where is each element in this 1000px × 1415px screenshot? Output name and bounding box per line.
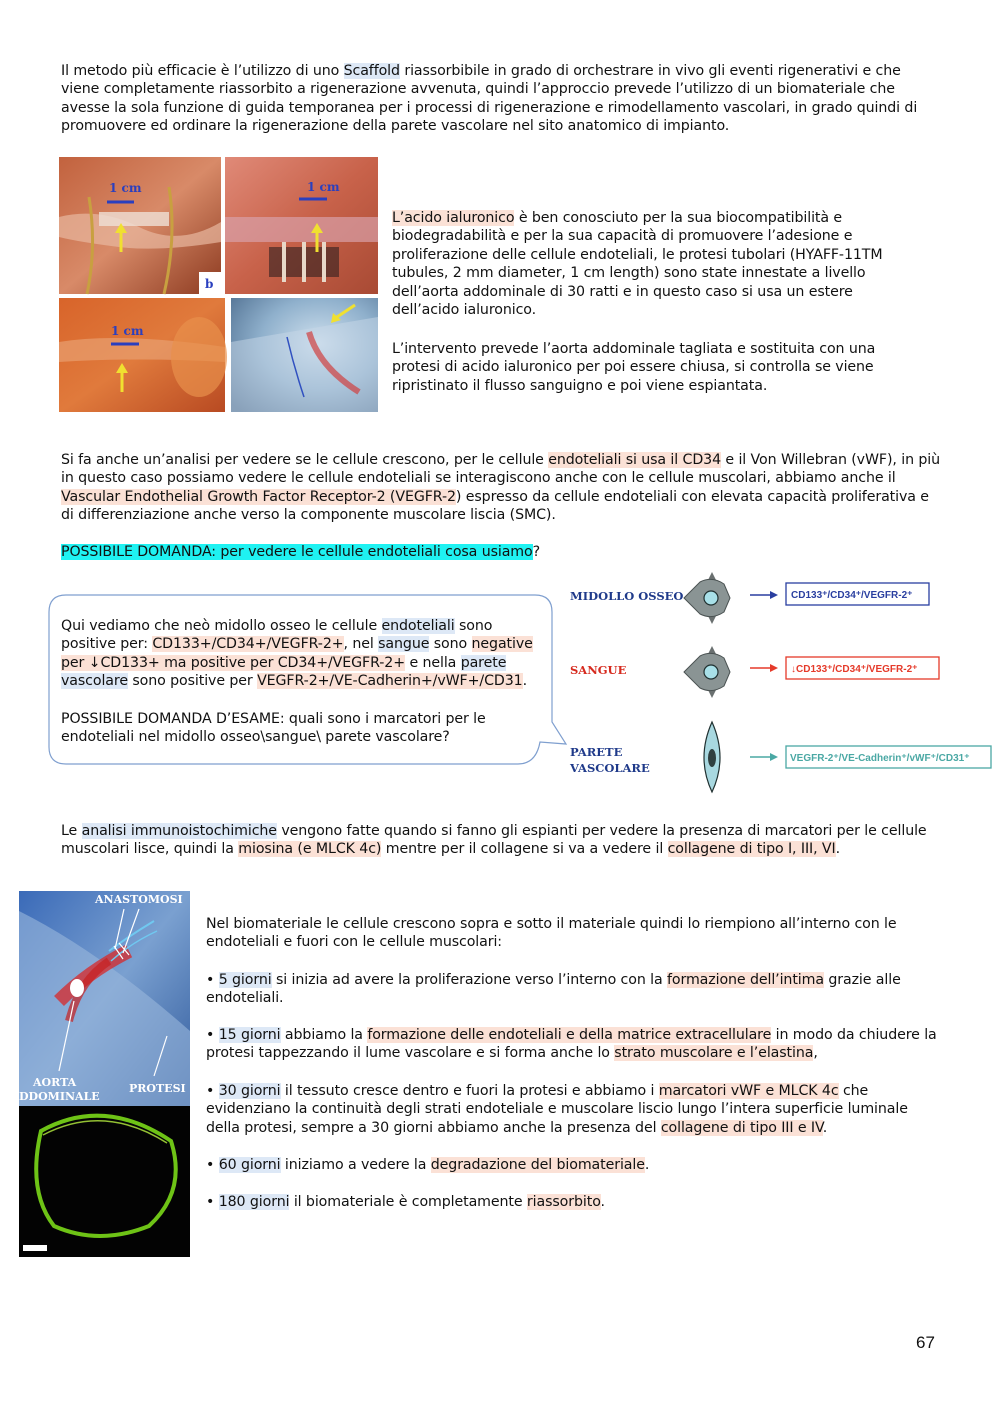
text-run: Qui vediamo che neò midollo osseo le cellule [61, 618, 382, 634]
text-run: sono positive per [127, 673, 258, 690]
intro-paragraph [61, 62, 941, 136]
possible-question-1 [61, 543, 661, 561]
highlighted-text: endoteliali [381, 618, 455, 634]
highlighted-text: parete vascolare [61, 654, 507, 690]
arrowhead-parete [770, 753, 778, 761]
highlighted-text: VEGFR-2+/VE-Cadherin+/vWF+/CD31 [257, 673, 523, 690]
text-run: è ben conosciuto per la sua biocompatibilità e biodegradabilità e per la sua capacità di promuovere l’adesione e proliferazione delle cellule endoteliali, le protesi tubolari (HYAFF-11TM tubules, 2 mm diameter, 1 cm length) sono state innestate a livello dell’aorta addominale di 30 ratti e in questo caso si usa un estere dell’acido ialuronico. [392, 210, 883, 319]
immunohistochemistry-paragraph [61, 822, 941, 859]
text-run: Il metodo più efficacie è l’utilizzo di uno [61, 63, 344, 79]
text-run: • [206, 1027, 219, 1043]
scale-label-c: 1 cm [111, 324, 144, 338]
page-number: 67 [916, 1333, 935, 1352]
bullet-60-days [206, 1156, 936, 1174]
text-run: ) espresso da cellule endoteliali con elevata capacità proliferativa e di differenziazione anche verso la componente muscolare liscia (SMC). [61, 488, 929, 524]
highlighted-text: degradazione del biomateriale [430, 1157, 645, 1173]
text-run: • [206, 1083, 219, 1099]
aorta-label-2: DDOMINALE [19, 1090, 100, 1103]
highlighted-text: sangue [378, 636, 430, 653]
text-run: ? [532, 544, 541, 560]
text-run: POSSIBILE DOMANDA D’ESAME: quali sono i marcatori per le endoteliali nel midollo osseo\sangue\ parete vascolare? [61, 711, 486, 746]
text-run: . [835, 841, 841, 858]
text-run: che evidenziano la continuità degli strati endoteliale e muscolare liscio lungo l’intera superficie luminale della protesi, sempre a 30 giorni abbiamo anche la presenza del [206, 1083, 908, 1136]
highlighted-text: riassorbito [526, 1194, 601, 1210]
biomaterial-paragraph [206, 915, 936, 952]
text-run: , nel [343, 636, 379, 653]
highlighted-text: 60 giorni [218, 1157, 281, 1173]
panel-letter-b: b [205, 277, 214, 291]
highlighted-text: 5 giorni [218, 972, 272, 988]
highlighted-text: L’acido ialuronico [392, 210, 515, 226]
arrowhead-sangue [770, 664, 778, 672]
surgery-photo-collage [59, 157, 378, 412]
marker-diagram [560, 570, 995, 795]
highlighted-text: endoteliali si usa il CD34 [548, 452, 722, 468]
text-run: L’intervento prevede l’aorta addominale tagliata e sostituita con una protesi di acido ialuronico per poi essere chiusa, si controlla se viene ripristinato il flusso sanguigno e poi viene espiantata. [392, 341, 876, 394]
bullet-15-days [206, 1026, 941, 1063]
marker-text-parete: VEGFR-2⁺/VE-Cadherin⁺/vWF⁺/CD31⁺ [790, 753, 970, 764]
anastomosi-label: ANASTOMOSI [95, 893, 183, 906]
highlighted-text: collagene di tipo I, III, VI [667, 841, 836, 858]
text-run: iniziamo a vedere la [280, 1157, 431, 1173]
text-run: mentre per il collagene si va a vedere il [381, 841, 668, 858]
highlighted-text: Vascular Endothelial Growth Factor Receptor-2 (VEGFR-2 [61, 488, 456, 505]
protesi-label: PROTESI [129, 1082, 186, 1095]
text-run: . [644, 1157, 650, 1173]
marker-text-midollo: CD133⁺/CD34⁺/VEGFR-2⁺ [791, 590, 913, 601]
text-run: Si fa anche un’analisi per vedere se le cellule crescono, per le cellule [61, 452, 549, 468]
aorta-label-1: AORTA [33, 1076, 77, 1089]
text-run: , [813, 1045, 818, 1062]
explant-photo [19, 891, 190, 1257]
scale-label-b: 1 cm [307, 180, 340, 194]
text-run: Nel biomateriale le cellule crescono sopra e sotto il materiale quindi lo riempiono all’interno con le endoteliali e fuori con le cellule muscolari: [206, 916, 897, 951]
bubble-markers-paragraph [61, 617, 546, 691]
highlighted-text: analisi immunoistochimiche [81, 823, 277, 839]
blood-cell-icon [684, 646, 730, 698]
highlighted-text: miosina (e MLCK 4c) [238, 841, 382, 858]
marker-text-sangue: ↓CD133⁺/CD34⁺/VEGFR-2⁺ [791, 664, 918, 675]
highlighted-text: 30 giorni [218, 1083, 281, 1099]
highlighted-text: strato muscolare e l’elastina [614, 1045, 814, 1062]
bullet-30-days [206, 1082, 941, 1137]
text-run: Le [61, 823, 82, 839]
highlighted-text: formazione dell’intima [666, 972, 824, 988]
text-run: abbiamo la [280, 1027, 368, 1043]
stem-cell-icon [684, 572, 730, 624]
text-run: in modo da chiudere la protesi tappezzando il lume vascolare e si forma anche lo [206, 1027, 937, 1062]
text-run: . [522, 673, 527, 690]
row-label-sangue: SANGUE [570, 663, 627, 677]
text-run: il biomateriale è completamente [289, 1194, 527, 1210]
text-run: sono [429, 636, 472, 653]
arrowhead-midollo [770, 591, 778, 599]
text-run: riassorbibile in grado di orchestrare in vivo gli eventi rigenerativi e che viene completamente riassorbito a rigenerazione avvenuta, quindi l’approccio prevede l’utilizzo di un biomateriale che avesse la sola funzione di guida temporanea per i processi di rigenerazione e rimodellamento vascolari, in grado quindi di promuovere ed ordinare la rigenerazione della parete vascolare nel sito anatomico di impianto. [61, 63, 918, 135]
text-run: si inizia ad avere la proliferazione verso l’interno con la [271, 972, 667, 988]
highlighted-text: 15 giorni [218, 1027, 281, 1043]
cell-analysis-paragraph [61, 451, 946, 525]
highlighted-text: collagene di tipo III e IV [660, 1119, 823, 1136]
text-run: grazie alle endoteliali. [206, 972, 901, 1007]
row-label-parete-1: PARETE [570, 745, 623, 759]
bullet-180-days [206, 1193, 936, 1211]
text-run: e nella [405, 654, 461, 671]
bullet-5-days [206, 971, 936, 1008]
surgery-procedure-paragraph [392, 340, 922, 395]
highlighted-text: negative per ↓CD133+ ma positive per CD34+/VEGFR-2+ [61, 636, 533, 671]
text-run: il tessuto cresce dentro e fuori la protesi e abbiamo i [280, 1083, 659, 1099]
endothelial-cell-icon [704, 722, 720, 792]
scale-label-a: 1 cm [109, 181, 142, 195]
highlighted-text: Scaffold [343, 63, 400, 79]
text-run: e il Von Willebran (vWF), in più in questo caso possiamo vedere le cellule endoteliali se interagiscono anche con le cellule muscolari, abbiamo anche il [61, 452, 941, 487]
row-label-midollo: MIDOLLO OSSEO [570, 589, 684, 603]
highlighted-text: 180 giorni [218, 1194, 290, 1210]
highlighted-text: formazione delle endoteliali e della matrice extracellulare [367, 1027, 772, 1043]
text-run: • [206, 1194, 219, 1210]
bubble-exam-question [61, 710, 531, 747]
text-run: • [206, 1157, 219, 1173]
hyaluronic-acid-paragraph [392, 209, 912, 319]
highlighted-text: marcatori vWF e MLCK 4c [658, 1083, 839, 1099]
text-run: sono positive per: [61, 618, 493, 653]
highlighted-text: POSSIBILE DOMANDA: per vedere le cellule endoteliali cosa usiamo [61, 544, 533, 560]
text-run: vengono fatte quando si fanno gli espianti per vedere la presenza di marcatori per le cellule muscolari lisce, quindi la [61, 823, 927, 858]
row-label-parete-2: VASCOLARE [570, 761, 650, 775]
highlighted-text: CD133+/CD34+/VEGFR-2+ [152, 636, 344, 653]
text-run: . [600, 1194, 605, 1210]
text-run: . [822, 1119, 828, 1136]
text-run: • [206, 972, 219, 988]
